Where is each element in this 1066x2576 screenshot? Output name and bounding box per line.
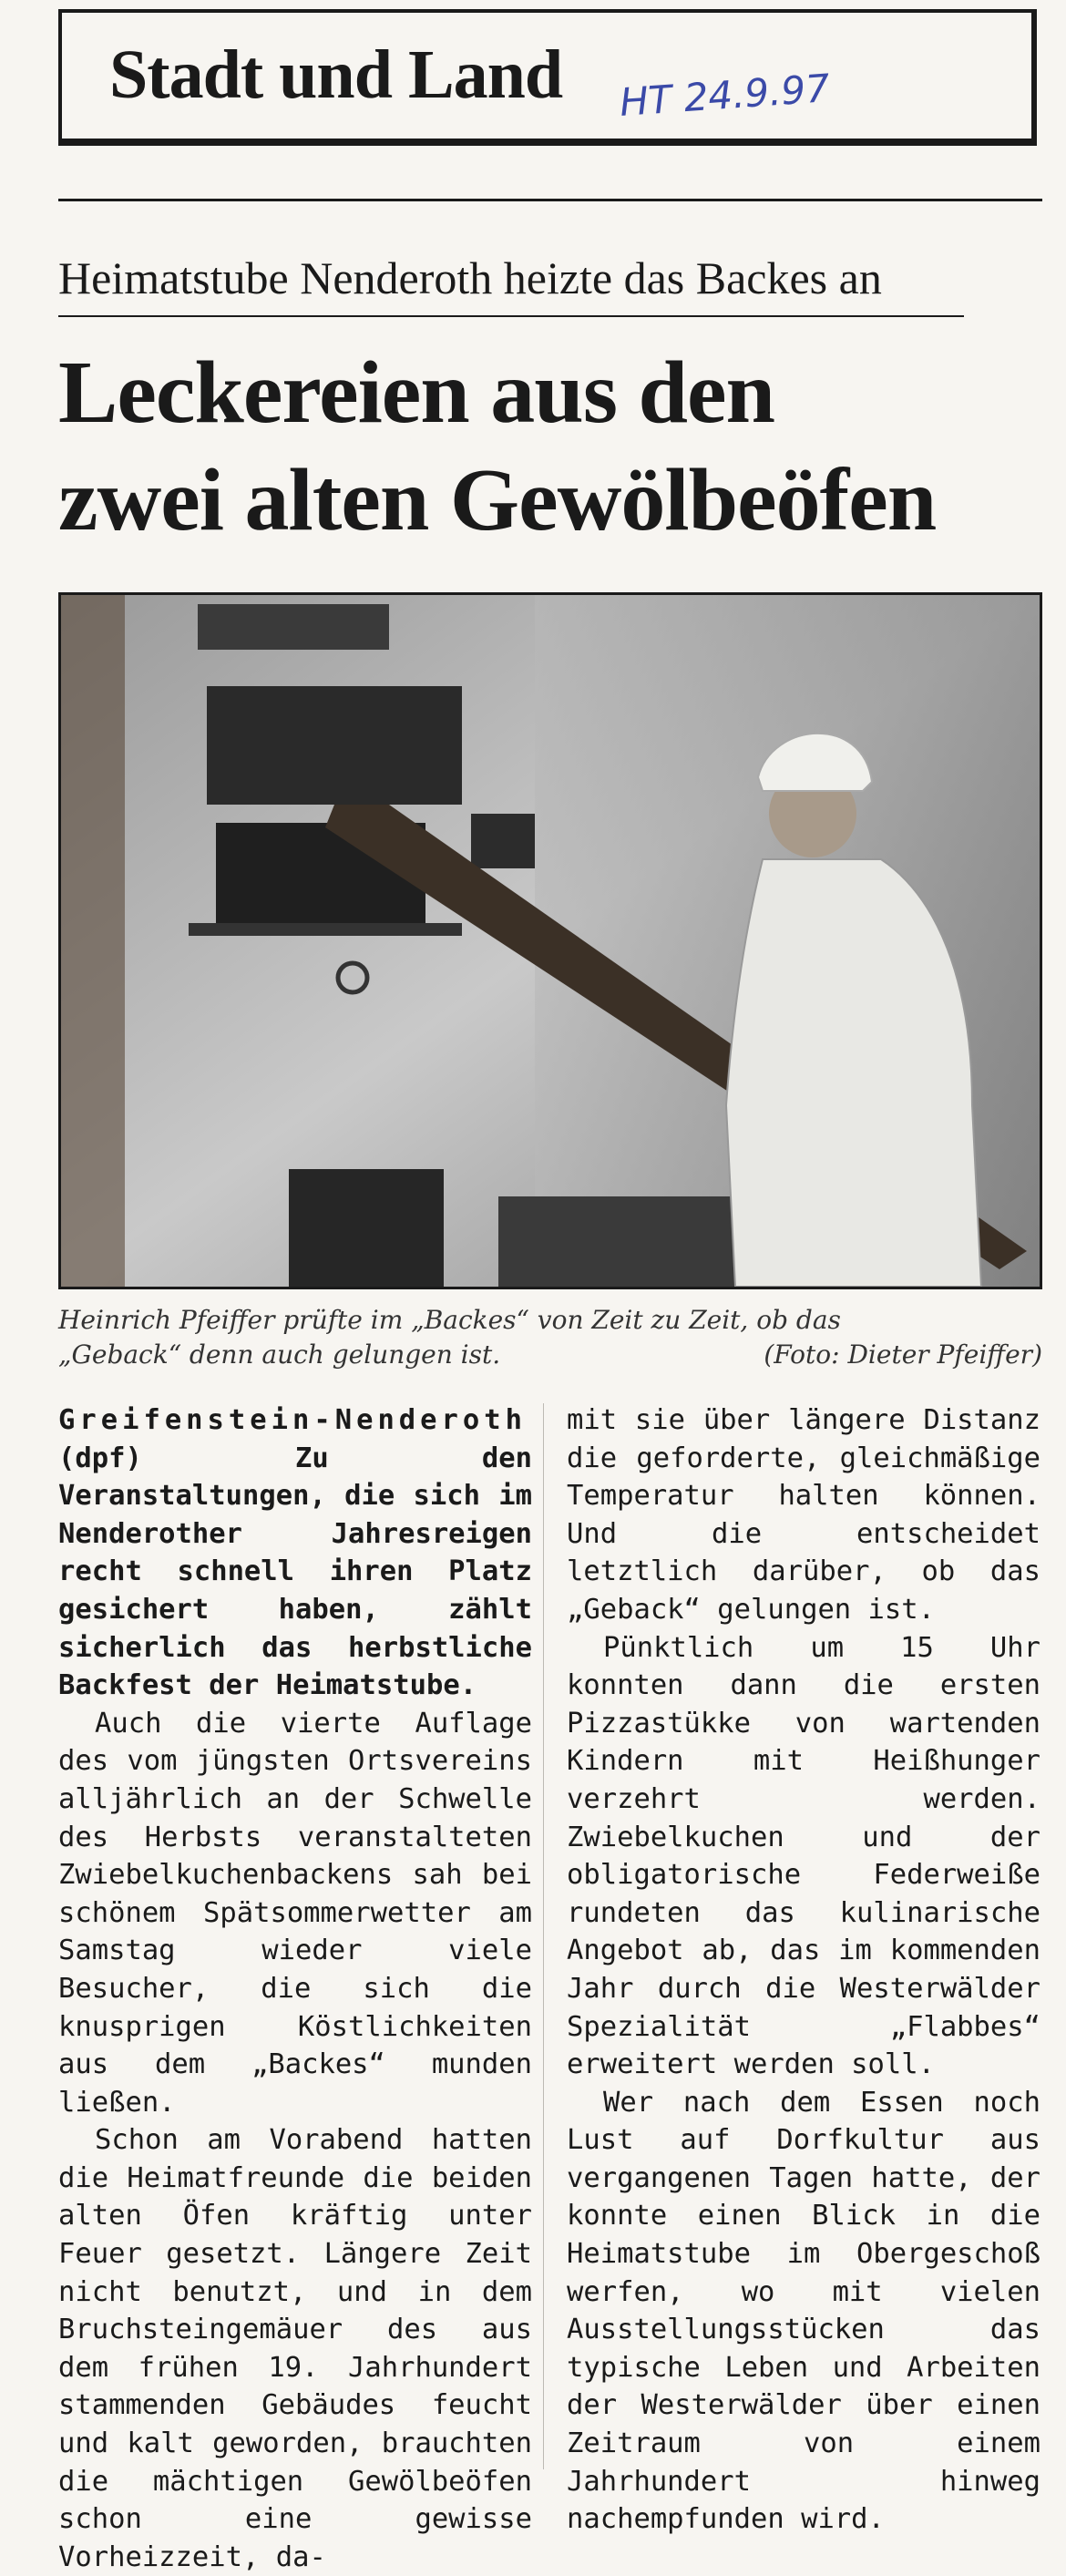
caption-row-2 <box>58 1338 1042 1372</box>
handwritten-date-note: HT 24.9.97 <box>618 66 832 125</box>
paragraph: Auch die vierte Auflage des vom jüngsten Ortsvereins alljährlich an der Schwelle des Herbsts veranstalteten Zwiebelkuchenbackens sah bei schönem Spätsommerwetter am Samstag wieder viele Besucher, die sich die knusprigen Köstlichkeiten aus dem „Backes“ munden ließen. <box>58 1707 532 2119</box>
paragraph: mit sie über längere Distanz die geforderte, gleichmäßige Temperatur halten können. Und die entscheidet letztlich darüber, ob das „Geback“ gelungen ist. <box>567 1404 1040 1626</box>
wooden-post <box>61 595 125 1287</box>
caption-line-2: „Geback“ denn auch gelungen ist. <box>58 1339 501 1370</box>
paragraph: Pünktlich um 15 Uhr konnten dann die ersten Pizzastükke von wartenden Kindern mit Heißhunger verzehrt werden. Zwiebelkuchen und der obligatorische Federweiße rundeten das kulinarische Angebot ab, das im kommenden Jahr durch die Westerwälder Spezialität „Flabbes“ erweitert werden soll. <box>567 1631 1040 2081</box>
photo-caption <box>58 1303 1042 1372</box>
lower-oven-door <box>289 1169 444 1287</box>
headline-line-2: zwei alten Gewölbeöfen <box>58 451 937 549</box>
oven-door-upper <box>207 686 462 805</box>
article-column-left <box>58 1401 532 2576</box>
oven-ledge <box>189 923 462 936</box>
oven-top-bar <box>198 604 389 650</box>
column-divider <box>543 1403 544 2469</box>
photo-illustration <box>61 595 1040 1287</box>
lead-text: (dpf) Zu den Veranstaltungen, die sich im Nenderother Jahresreigen recht schnell ihren Platz gesichert haben, zählt sicherlich das herbstliche Backfest der Heimatstube. <box>58 1442 532 1702</box>
photo-credit: (Foto: Dieter Pfeiffer) <box>764 1339 1042 1370</box>
section-header-box <box>58 9 1037 146</box>
article-photo <box>58 592 1042 1289</box>
section-title: Stadt und Land <box>109 36 563 113</box>
article-headline <box>58 339 1051 554</box>
lead-paragraph <box>58 1401 532 1705</box>
oven-block <box>471 814 535 868</box>
paragraph: Wer nach dem Essen noch Lust auf Dorfkultur aus vergangenen Tagen hatte, der konnte einen Blick in die Heimatstube im Obergeschoß werfen, wo mit vielen Ausstellungsstücken das typische Leben und Arbeiten der Westerwälder über einen Zeitraum von einem Jahrhundert hinweg nachempfunden wird. <box>567 2086 1040 2536</box>
caption-row-1 <box>58 1303 1042 1338</box>
caption-line-1: Heinrich Pfeiffer prüfte im „Backes“ von Zeit zu Zeit, ob das <box>58 1305 841 1335</box>
kicker-underline <box>58 315 964 317</box>
dateline: Greifenstein-Nenderoth <box>58 1404 527 1436</box>
article-column-right <box>567 1401 1040 2539</box>
article-kicker: Heimatstube Nenderoth heizte das Backes an <box>58 252 882 303</box>
paragraph: Schon am Vorabend hatten die Heimatfreunde die beiden alten Öfen kräftig unter Feuer gesetzt. Längere Zeit nicht benutzt, und in dem Bruchsteingemäuer des aus dem frühen 19. Jahrhundert stammenden Gebäudes feucht und kalt geworden, brauchten die mächtigen Gewölbeöfen schon eine gewisse Vorheizzeit, da- <box>58 2124 532 2573</box>
headline-line-1: Leckereien aus den <box>58 344 774 442</box>
divider-rule <box>58 199 1042 201</box>
